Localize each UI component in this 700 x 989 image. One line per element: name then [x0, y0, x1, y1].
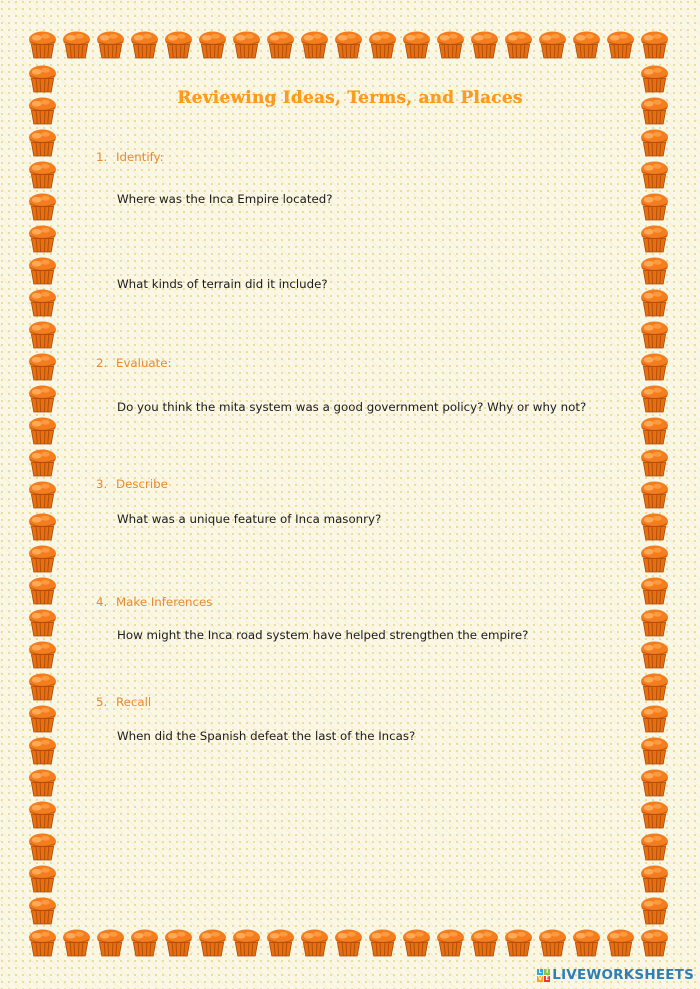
- question-2: Do you think the mita system was a good government policy? Why or why not?: [117, 400, 587, 414]
- muffin-icon: [29, 353, 56, 380]
- section-heading-text: Recall: [116, 695, 152, 709]
- muffin-icon: [97, 31, 124, 58]
- muffin-icon: [641, 545, 668, 572]
- muffin-icon: [29, 673, 56, 700]
- section-number: 5.: [96, 695, 108, 709]
- muffin-icon: [641, 769, 668, 796]
- muffin-icon: [267, 31, 294, 58]
- muffin-icon: [199, 31, 226, 58]
- muffin-icon: [29, 449, 56, 476]
- muffin-icon: [29, 833, 56, 860]
- question-5: When did the Spanish defeat the last of the Incas?: [117, 729, 416, 743]
- muffin-icon: [29, 193, 56, 220]
- page-title: Reviewing Ideas, Terms, and Places: [177, 88, 523, 108]
- muffin-icon: [267, 929, 294, 956]
- brand-text: LIVEWORKSHEETS: [552, 967, 694, 983]
- muffin-icon: [641, 897, 668, 924]
- muffin-icon: [607, 31, 634, 58]
- muffin-icon: [641, 289, 668, 316]
- section-2-heading: [96, 356, 172, 370]
- muffin-icon: [29, 385, 56, 412]
- section-number: 3.: [96, 477, 108, 491]
- muffin-icon: [437, 929, 464, 956]
- section-3-heading: [96, 477, 168, 491]
- muffin-icon: [607, 929, 634, 956]
- muffin-icon: [641, 193, 668, 220]
- muffin-icon: [641, 225, 668, 252]
- muffin-icon: [29, 321, 56, 348]
- muffin-icon: [29, 705, 56, 732]
- muffin-icon: [641, 257, 668, 284]
- muffin-icon: [641, 353, 668, 380]
- liveworksheets-logo-icon: L I V E: [538, 968, 550, 982]
- muffin-icon: [641, 449, 668, 476]
- muffin-icon: [641, 833, 668, 860]
- muffin-icon: [539, 929, 566, 956]
- section-number: 4.: [96, 595, 108, 609]
- muffin-icon: [29, 641, 56, 668]
- muffin-icon: [63, 929, 90, 956]
- muffin-icon: [335, 31, 362, 58]
- muffin-icon: [505, 31, 532, 58]
- muffin-icon: [29, 577, 56, 604]
- section-heading-text: Make Inferences: [116, 595, 213, 609]
- muffin-icon: [641, 321, 668, 348]
- muffin-icon: [29, 865, 56, 892]
- muffin-icon: [29, 609, 56, 636]
- muffin-icon: [403, 31, 430, 58]
- muffin-icon: [641, 865, 668, 892]
- muffin-icon: [641, 705, 668, 732]
- muffin-icon: [539, 31, 566, 58]
- question-3: What was a unique feature of Inca masonry?: [117, 512, 382, 526]
- muffin-icon: [641, 641, 668, 668]
- muffin-icon: [63, 31, 90, 58]
- muffin-icon: [641, 129, 668, 156]
- muffin-icon: [437, 31, 464, 58]
- muffin-icon: [573, 929, 600, 956]
- question-1a: Where was the Inca Empire located?: [117, 192, 333, 206]
- muffin-icon: [641, 577, 668, 604]
- section-4-heading: [96, 595, 212, 609]
- muffin-icon: [29, 545, 56, 572]
- question-4: How might the Inca road system have helped strengthen the empire?: [117, 628, 529, 642]
- muffin-icon: [301, 929, 328, 956]
- muffin-icon: [505, 929, 532, 956]
- section-heading-text: Identify:: [116, 150, 164, 164]
- muffin-icon: [233, 31, 260, 58]
- muffin-icon: [641, 609, 668, 636]
- muffin-icon: [641, 417, 668, 444]
- section-heading-text: Evaluate:: [116, 356, 172, 370]
- muffin-icon: [471, 31, 498, 58]
- muffin-icon: [641, 481, 668, 508]
- muffin-icon: [29, 481, 56, 508]
- muffin-icon: [131, 929, 158, 956]
- question-1b: What kinds of terrain did it include?: [117, 277, 328, 291]
- muffin-icon: [641, 31, 668, 58]
- muffin-icon: [29, 129, 56, 156]
- muffin-icon: [301, 31, 328, 58]
- section-number: 1.: [96, 150, 108, 164]
- muffin-icon: [335, 929, 362, 956]
- muffin-icon: [641, 737, 668, 764]
- muffin-icon: [131, 31, 158, 58]
- section-5-heading: [96, 695, 151, 709]
- muffin-icon: [641, 161, 668, 188]
- muffin-icon: [641, 801, 668, 828]
- muffin-icon: [233, 929, 260, 956]
- muffin-icon: [29, 513, 56, 540]
- muffin-icon: [29, 929, 56, 956]
- section-heading-text: Describe: [116, 477, 168, 491]
- muffin-icon: [165, 31, 192, 58]
- section-number: 2.: [96, 356, 108, 370]
- muffin-icon: [641, 513, 668, 540]
- muffin-icon: [471, 929, 498, 956]
- muffin-icon: [29, 737, 56, 764]
- muffin-icon: [165, 929, 192, 956]
- muffin-icon: [403, 929, 430, 956]
- muffin-icon: [29, 417, 56, 444]
- muffin-icon: [641, 385, 668, 412]
- muffin-icon: [29, 257, 56, 284]
- muffin-icon: [29, 801, 56, 828]
- muffin-icon: [573, 31, 600, 58]
- muffin-icon: [29, 897, 56, 924]
- muffin-icon: [97, 929, 124, 956]
- muffin-icon: [29, 769, 56, 796]
- muffin-icon: [29, 31, 56, 58]
- section-1-heading: [96, 150, 164, 164]
- muffin-icon: [29, 161, 56, 188]
- muffin-icon: [29, 225, 56, 252]
- muffin-icon: [641, 929, 668, 956]
- muffin-icon: [199, 929, 226, 956]
- muffin-icon: [641, 673, 668, 700]
- muffin-icon: [29, 289, 56, 316]
- muffin-icon: [369, 929, 396, 956]
- muffin-icon: [369, 31, 396, 58]
- liveworksheets-brand[interactable]: [537, 967, 694, 983]
